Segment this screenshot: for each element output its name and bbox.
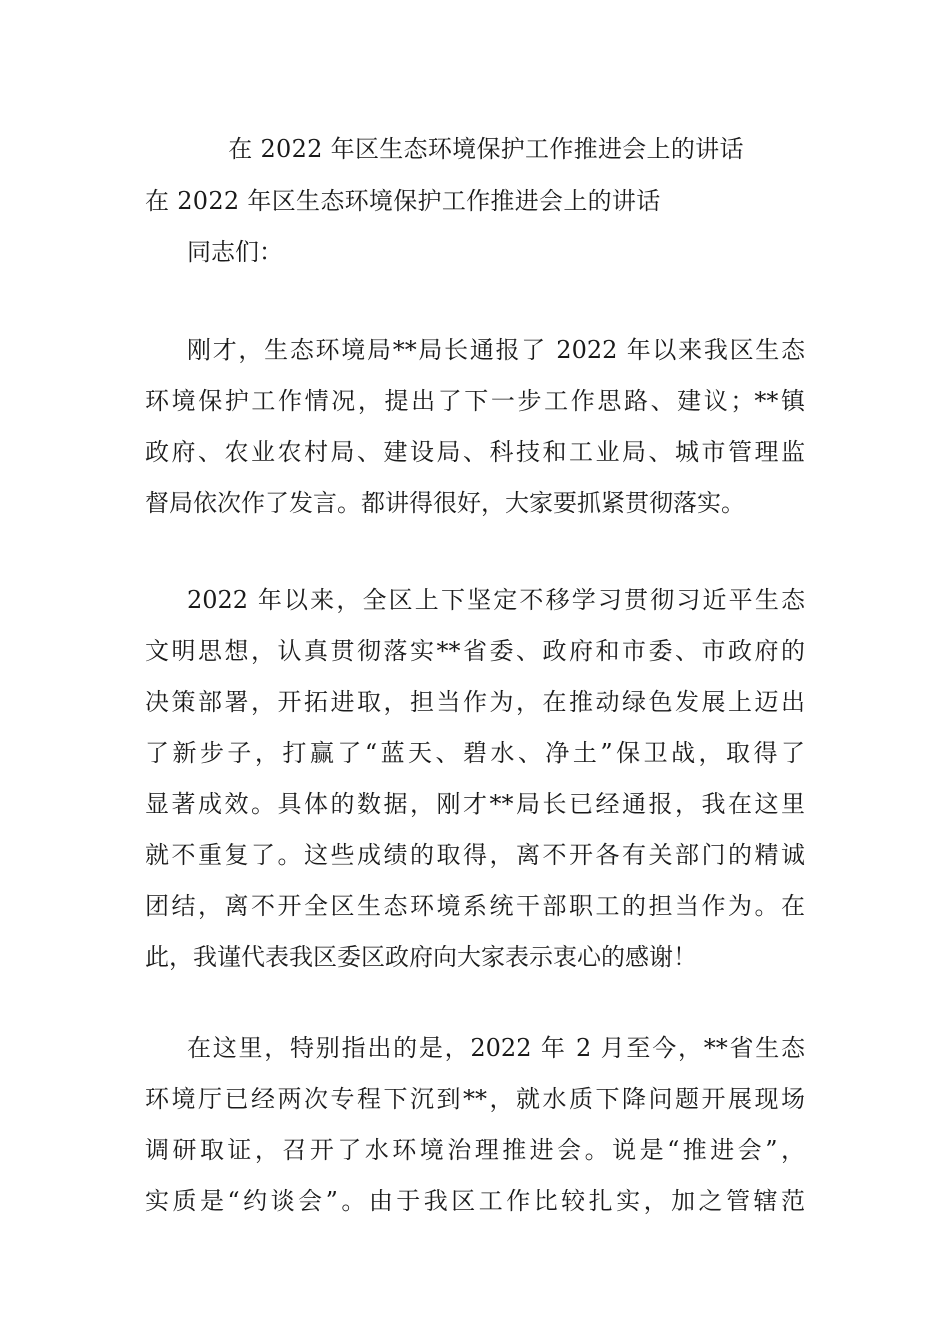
paragraph-line: 在这里，特别指出的是，2022 年 2 月至今，**省生态	[187, 1034, 805, 1062]
paragraph-line: 文明思想，认真贯彻落实**省委、政府和市委、市政府的	[145, 637, 805, 665]
document-title-centered: 在 2022 年区生态环境保护工作推进会上的讲话	[228, 135, 744, 163]
paragraph-line: 实质是“约谈会”。由于我区工作比较扎实，加之管辖范	[145, 1187, 805, 1215]
paragraph-line: 团结，离不开全区生态环境系统干部职工的担当作为。在	[145, 892, 805, 920]
paragraph-line: 决策部署，开拓进取，担当作为，在推动绿色发展上迈出	[145, 688, 805, 716]
paragraph-line: 调研取证，召开了水环境治理推进会。说是“推进会”，	[145, 1136, 805, 1164]
paragraph-line: 刚才，生态环境局**局长通报了 2022 年以来我区生态	[187, 336, 805, 364]
salutation: 同志们：	[187, 238, 283, 266]
paragraph-line: 显著成效。具体的数据，刚才**局长已经通报，我在这里	[145, 790, 805, 818]
paragraph-1	[145, 325, 805, 529]
paragraph-line: 2022 年以来，全区上下坚定不移学习贯彻习近平生态	[187, 586, 805, 614]
paragraph-line: 就不重复了。这些成绩的取得，离不开各有关部门的精诚	[145, 841, 805, 869]
document-title: 在 2022 年区生态环境保护工作推进会上的讲话	[145, 187, 661, 215]
paragraph-line: 政府、农业农村局、建设局、科技和工业局、城市管理监	[145, 438, 805, 466]
paragraph-line: 了新步子，打赢了“蓝天、碧水、净土”保卫战，取得了	[145, 739, 805, 767]
paragraph-line: 督局依次作了发言。都讲得很好，大家要抓紧贯彻落实。	[145, 489, 745, 517]
paragraph-3	[145, 1023, 805, 1227]
paragraph-2	[145, 575, 805, 983]
paragraph-line: 环境保护工作情况，提出了下一步工作思路、建议；**镇	[145, 387, 805, 415]
paragraph-line: 此，我谨代表我区委区政府向大家表示衷心的感谢！	[145, 943, 697, 971]
paragraph-line: 环境厅已经两次专程下沉到**，就水质下降问题开展现场	[145, 1085, 805, 1113]
